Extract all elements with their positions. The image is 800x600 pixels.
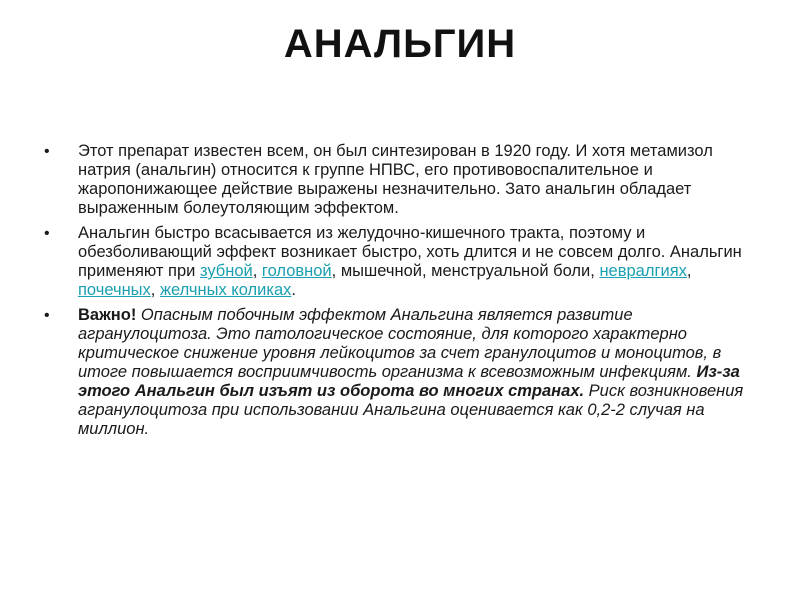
bullet-dot-icon: • [44, 143, 50, 160]
separator-text: , [686, 262, 692, 280]
link-zubnoy[interactable]: зубной [199, 262, 253, 280]
important-label: Важно! [78, 306, 137, 324]
bullet-item [44, 142, 764, 218]
link-pochechnyh[interactable]: почечных [78, 281, 151, 299]
warning-text: Опасным побочным эффектом Анальгина является развитие агранулоцитоза. Это патологическое состояние, для которого характерно критическое снижение уровня лейкоцитов за счет гранулоцитов и моноцитов, в итоге повышается восприимчивость организма к всевозможным инфекциям. [78, 306, 722, 381]
link-nevralgiyah[interactable]: невралгиях [599, 262, 687, 280]
bullet-dot-icon: • [44, 225, 50, 242]
warning-text-risk: Риск возникновения агранулоцитоза при использовании Анальгина оценивается как 0,2-2 случая на миллион. [78, 382, 744, 438]
bullet-text: Этот препарат известен всем, он был синтезирован в 1920 году. И хотя метамизол натрия (анальгин) относится к группе НПВС, его противовоспалительное и жаропонижающее действие выражены незначительно. Зато анальгин обладает выраженным болеутоляющим эффектом. [78, 142, 713, 217]
bullet-dot-icon: • [44, 307, 50, 324]
bullet-item [44, 306, 764, 439]
page-title: АНАЛЬГИН [283, 22, 517, 66]
bullet-text: Анальгин быстро всасывается из желудочно-кишечного тракта, поэтому и обезболивающий эффект возникает быстро, хоть длится и не совсем долго. Анальгин применяют при [78, 224, 742, 280]
link-golovnoy[interactable]: головной [261, 262, 332, 280]
separator-text: , [252, 262, 262, 280]
separator-text: , [150, 281, 160, 299]
bullet-item [44, 224, 764, 300]
link-zhelchnyh-kolikah[interactable]: желчных коликах [159, 281, 292, 299]
warning-emphasis: Из-за этого Анальгин был изъят из оборота во многих странах. [78, 363, 740, 400]
bullet-text: , мышечной, менструальной боли, [331, 262, 600, 280]
end-punctuation: . [291, 281, 296, 299]
bullet-list [44, 142, 764, 445]
